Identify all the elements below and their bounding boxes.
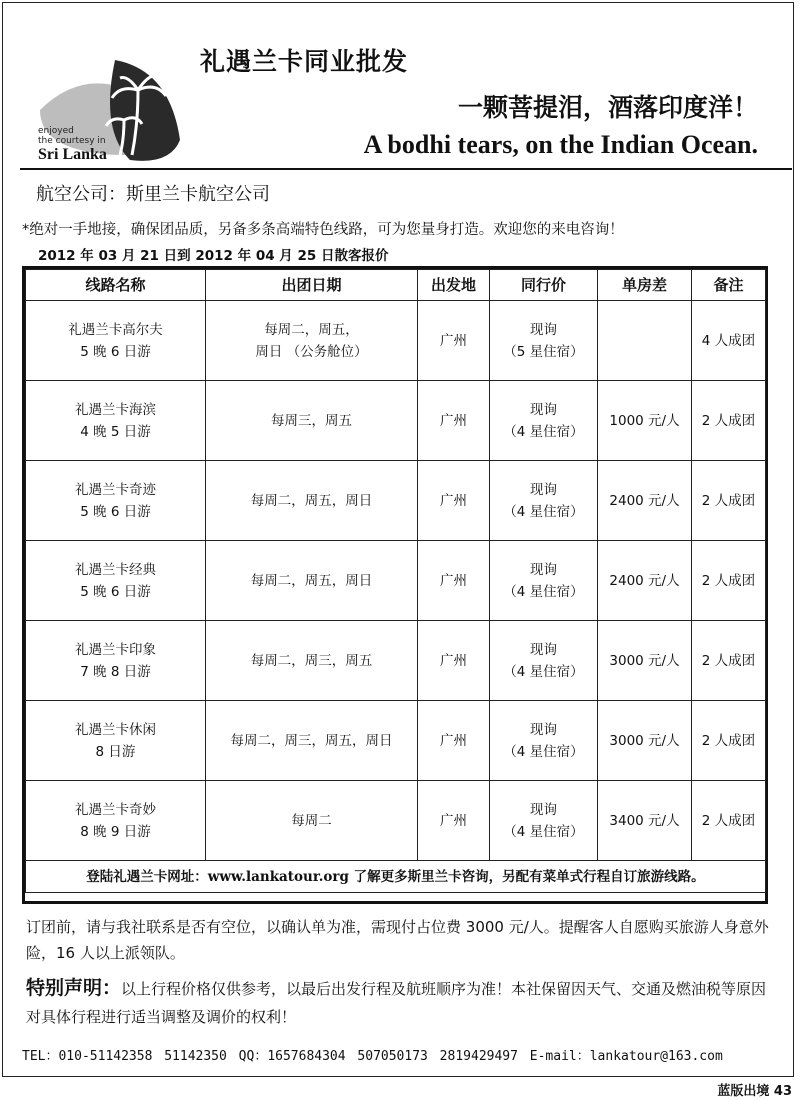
route-duration: 5 晚 6 日游 [80,343,151,360]
route-duration: 8 日游 [95,743,136,760]
hotel-text: （4 星住宿） [503,423,584,440]
special-statement [26,974,776,1031]
route-cell [26,621,206,701]
route-duration: 4 晚 5 日游 [80,423,151,440]
route-cell [26,701,206,781]
price-text: 现询 [530,481,557,498]
dates-cell: 每周二，周五，周日 [206,461,418,541]
booking-note: 订团前，请与我社联系是否有空位，以确认单为准，需现付占位费 3000 元/人。提醒客人自愿购买旅游人身意外险，16 人以上派领队。 [26,918,769,962]
origin-cell: 广州 [418,301,490,381]
route-duration: 5 晚 6 日游 [80,503,151,520]
col-single: 单房差 [598,270,692,301]
note-cell: 2 人成团 [692,621,766,701]
notice-line: *绝对一手地接，确保团品质，另备多条高端特色线路，可为您量身打造。欢迎您的来电咨询！ [22,222,624,238]
dates-cell [206,301,418,381]
col-origin: 出发地 [418,270,490,301]
airline-line: 航空公司：斯里兰卡航空公司 [36,184,270,205]
price-cell [490,621,598,701]
price-cell [490,301,598,381]
route-cell [26,461,206,541]
route-name: 礼遇兰卡高尔夫 [68,321,163,338]
route-cell [26,541,206,621]
origin-cell: 广州 [418,541,490,621]
route-duration: 7 晚 8 日游 [80,663,151,680]
hotel-text: （4 星住宿） [503,663,584,680]
logo-brand: Sri Lanka [38,146,107,163]
single-cell: 2400 元/人 [598,541,692,621]
table-row [26,621,766,701]
price-text: 现询 [530,321,557,338]
price-text: 现询 [530,801,557,818]
table-row [26,781,766,861]
contact-line: TEL：010-51142358 51142350 QQ：1657684304 507050173 2819429497 E-mail：lankatour@163.com [22,1049,723,1064]
dates-text: 每周二，周五， [264,321,359,338]
single-cell: 2400 元/人 [598,461,692,541]
hotel-text: （4 星住宿） [503,823,584,840]
single-cell: 3000 元/人 [598,701,692,781]
note-cell: 2 人成团 [692,541,766,621]
dates-cell: 每周二 [206,781,418,861]
price-cell [490,461,598,541]
single-cell: 3400 元/人 [598,781,692,861]
route-duration: 8 晚 9 日游 [80,823,151,840]
logo-line-1: enjoyed [38,126,74,136]
price-text: 现询 [530,641,557,658]
route-cell [26,301,206,381]
note-cell: 4 人成团 [692,301,766,381]
table-row [26,381,766,461]
price-table [22,266,768,904]
origin-cell: 广州 [418,621,490,701]
hotel-text: （4 星住宿） [503,583,584,600]
route-name: 礼遇兰卡印象 [75,641,156,658]
route-duration: 5 晚 6 日游 [80,583,151,600]
price-text: 现询 [530,401,557,418]
slogan-english: A bodhi tears, on the Indian Ocean. [363,130,758,159]
statement-text: 以上行程价格仅供参考，以最后出发行程及航班顺序为准！本社保留因天气、交通及燃油税等原因对具体行程进行适当调整及调价的权利！ [26,980,767,1026]
dates-cell: 每周二，周三，周五，周日 [206,701,418,781]
single-cell [598,301,692,381]
table-row [26,701,766,781]
note-cell: 2 人成团 [692,461,766,541]
route-name: 礼遇兰卡奇妙 [75,801,156,818]
col-dates: 出团日期 [206,270,418,301]
route-name: 礼遇兰卡奇迹 [75,481,156,498]
col-price: 同行价 [490,270,598,301]
logo-line-2: the courtesy in [38,136,106,146]
website-footer: 登陆礼遇兰卡网址：www.lankatour.org 了解更多斯里兰卡咨询，另配有菜单式行程自订旅游线路。 [26,861,766,893]
origin-cell: 广州 [418,701,490,781]
col-note: 备注 [692,270,766,301]
col-route: 线路名称 [26,270,206,301]
table-header-row [26,270,766,301]
price-text: 现询 [530,561,557,578]
price-text: 现询 [530,721,557,738]
route-cell [26,781,206,861]
origin-cell: 广州 [418,461,490,541]
page-title: 礼遇兰卡同业批发 [200,47,409,76]
price-cell [490,701,598,781]
origin-cell: 广州 [418,381,490,461]
table-row [26,301,766,381]
single-cell: 3000 元/人 [598,621,692,701]
header-divider [20,168,792,170]
note-cell: 2 人成团 [692,381,766,461]
price-cell [490,541,598,621]
dates-cell: 每周二，周三，周五 [206,621,418,701]
origin-cell: 广州 [418,781,490,861]
table-row [26,461,766,541]
hotel-text: （4 星住宿） [503,503,584,520]
price-cell [490,781,598,861]
route-name: 礼遇兰卡休闲 [75,721,156,738]
dates-cell: 每周三，周五 [206,381,418,461]
price-period: 2012 年 03 月 21 日到 2012 年 04 月 25 日散客报价 [38,248,389,264]
table-row [26,541,766,621]
dates-text-2: 周日 （公务舱位） [255,343,368,360]
logo-tagline [38,126,106,146]
price-cell [490,381,598,461]
table-footer-row [26,861,766,893]
page-footer: 蓝版出境 43 [717,1084,792,1099]
hotel-text: （5 星住宿） [503,343,584,360]
note-cell: 2 人成团 [692,781,766,861]
route-name: 礼遇兰卡经典 [75,561,156,578]
route-name: 礼遇兰卡海滨 [75,401,156,418]
route-cell [26,381,206,461]
note-cell: 2 人成团 [692,701,766,781]
slogan-chinese: 一颗菩提泪，酒落印度洋！ [457,93,758,122]
hotel-text: （4 星住宿） [503,743,584,760]
statement-lead: 特别声明： [26,977,122,999]
dates-cell: 每周二，周五，周日 [206,541,418,621]
single-cell: 1000 元/人 [598,381,692,461]
